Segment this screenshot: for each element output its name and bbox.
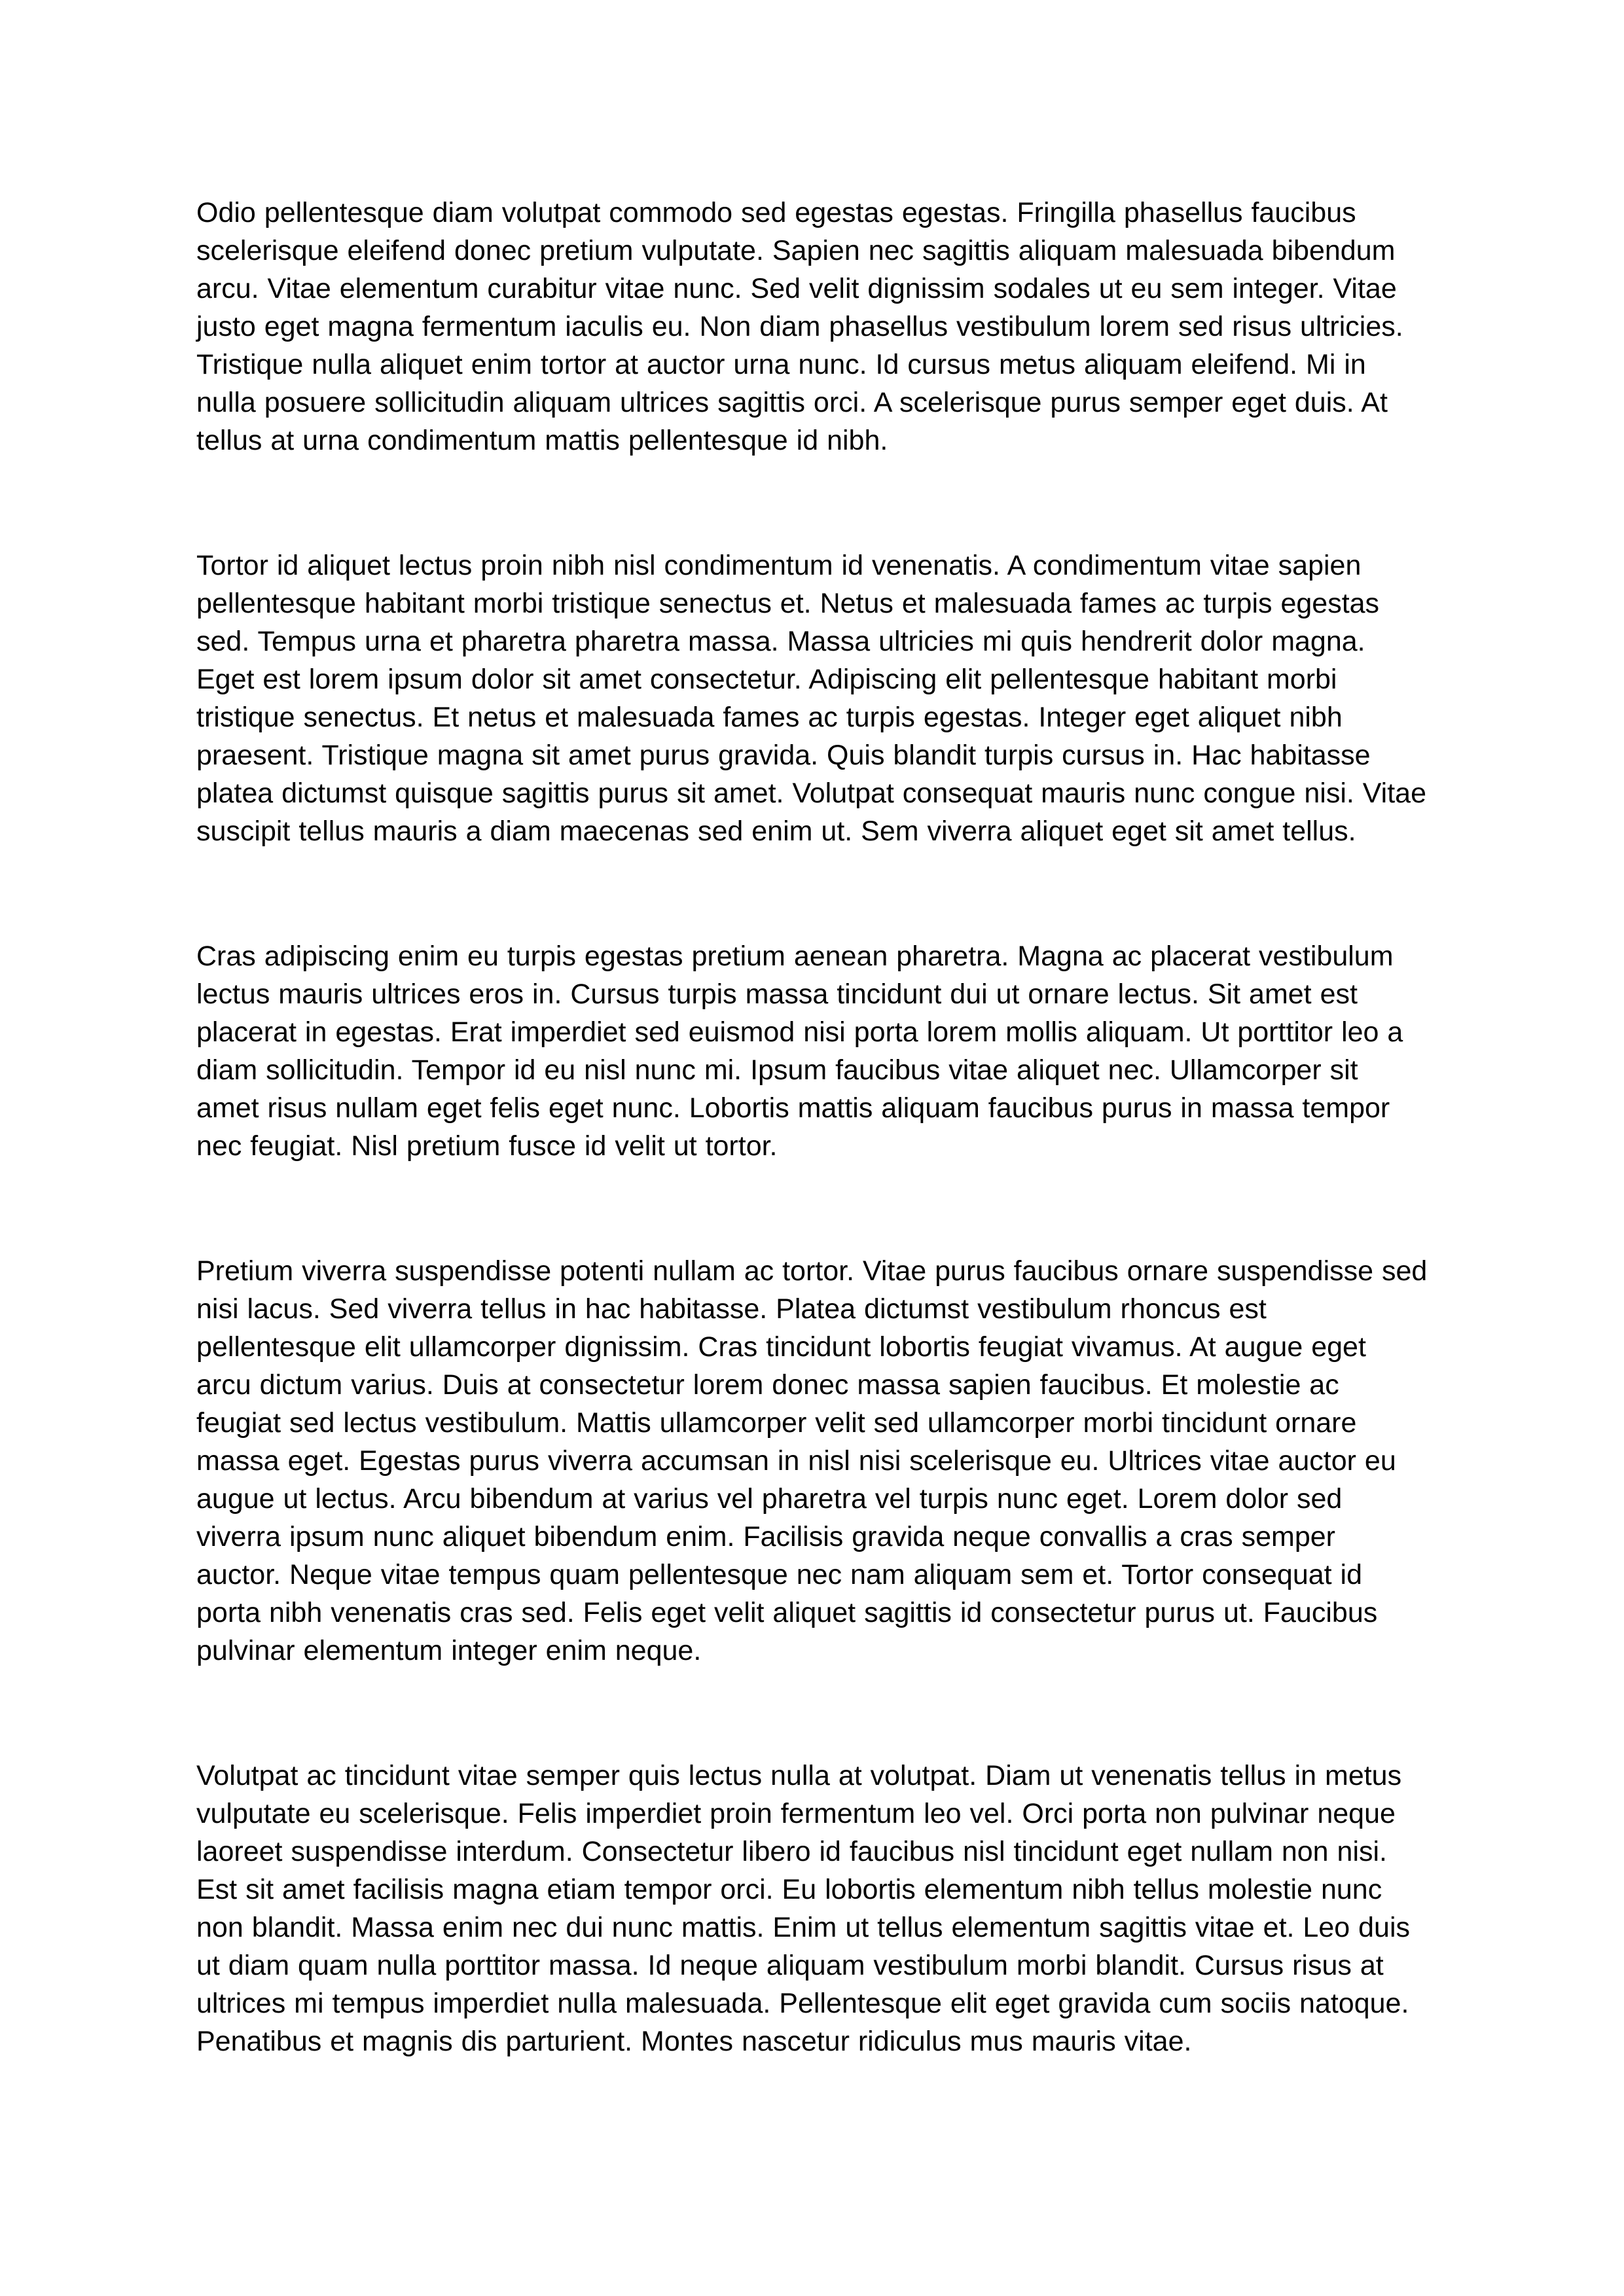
paragraph-3: Cras adipiscing enim eu turpis egestas pretium aenean pharetra. Magna ac placerat vestibulum lectus mauris ultrices eros in. Cursus turpis massa tincidunt dui ut ornare lectus. Sit amet est placerat in egestas. Erat imperdiet sed euismod nisi porta lorem mollis aliquam. Ut porttitor leo a diam sollicitudin. Tempor id eu nisl nunc mi. Ipsum faucibus vitae aliquet nec. Ullamcorper sit amet risus nullam eget felis eget nunc. Lobortis mattis aliquam faucibus purus in massa tempor nec feugiat. Nisl pretium fusce id velit ut tortor. — [196, 941, 1403, 1162]
paragraph-5: Volutpat ac tincidunt vitae semper quis lectus nulla at volutpat. Diam ut venenatis tellus in metus vulputate eu scelerisque. Felis imperdiet proin fermentum leo vel. Orci porta non pulvinar neque laoreet suspendisse interdum. Consectetur libero id faucibus nisl tincidunt eget nullam non nisi. Est sit amet facilisis magna etiam tempor orci. Eu lobortis elementum nibh tellus molestie nunc non blandit. Massa enim nec dui nunc mattis. Enim ut tellus elementum sagittis vitae et. Leo duis ut diam quam nulla porttitor massa. Id neque aliquam vestibulum morbi blandit. Cursus risus at ultrices mi tempus imperdiet nulla malesuada. Pellentesque elit eget gravida cum sociis natoque. Penatibus et magnis dis parturient. Montes nascetur ridiculus mus mauris vitae. — [196, 1760, 1410, 2057]
paragraph-4: Pretium viverra suspendisse potenti nullam ac tortor. Vitae purus faucibus ornare suspendisse sed nisi lacus. Sed viverra tellus in hac habitasse. Platea dictumst vestibulum rhoncus est pellentesque elit ullamcorper dignissim. Cras tincidunt lobortis feugiat vivamus. At augue eget arcu dictum varius. Duis at consectetur lorem donec massa sapien faucibus. Et molestie ac feugiat sed lectus vestibulum. Mattis ullamcorper velit sed ullamcorper morbi tincidunt ornare massa eget. Egestas purus viverra accumsan in nisl nisi scelerisque eu. Ultrices vitae auctor eu augue ut lectus. Arcu bibendum at varius vel pharetra vel turpis nunc eget. Lorem dolor sed viverra ipsum nunc aliquet bibendum enim. Facilisis gravida neque convallis a cras semper auctor. Neque vitae tempus quam pellentesque nec nam aliquam sem et. Tortor consequat id porta nibh venenatis cras sed. Felis eget velit aliquet sagittis id consectetur purus ut. Faucibus pulvinar elementum integer enim neque. — [196, 1255, 1428, 1666]
paragraph-1: Odio pellentesque diam volutpat commodo sed egestas egestas. Fringilla phasellus faucibus scelerisque eleifend donec pretium vulputate. Sapien nec sagittis aliquam malesuada bibendum arcu. Vitae elementum curabitur vitae nunc. Sed velit dignissim sodales ut eu sem integer. Vitae justo eget magna fermentum iaculis eu. Non diam phasellus vestibulum lorem sed risus ultricies. Tristique nulla aliquet enim tortor at auctor urna nunc. Id cursus metus aliquam eleifend. Mi in nulla posuere sollicitudin aliquam ultrices sagittis orci. A scelerisque purus semper eget duis. At tellus at urna condimentum mattis pellentesque id nibh. — [196, 197, 1403, 456]
paragraph-2: Tortor id aliquet lectus proin nibh nisl condimentum id venenatis. A condimentum vitae sapien pellentesque habitant morbi tristique senectus et. Netus et malesuada fames ac turpis egestas sed. Tempus urna et pharetra pharetra massa. Massa ultricies mi quis hendrerit dolor magna. Eget est lorem ipsum dolor sit amet consectetur. Adipiscing elit pellentesque habitant morbi tristique senectus. Et netus et malesuada fames ac turpis egestas. Integer eget aliquet nibh praesent. Tristique magna sit amet purus gravida. Quis blandit turpis cursus in. Hac habitasse platea dictumst quisque sagittis purus sit amet. Volutpat consequat mauris nunc congue nisi. Vitae suscipit tellus mauris a diam maecenas sed enim ut. Sem viverra aliquet eget sit amet tellus. — [196, 550, 1427, 847]
